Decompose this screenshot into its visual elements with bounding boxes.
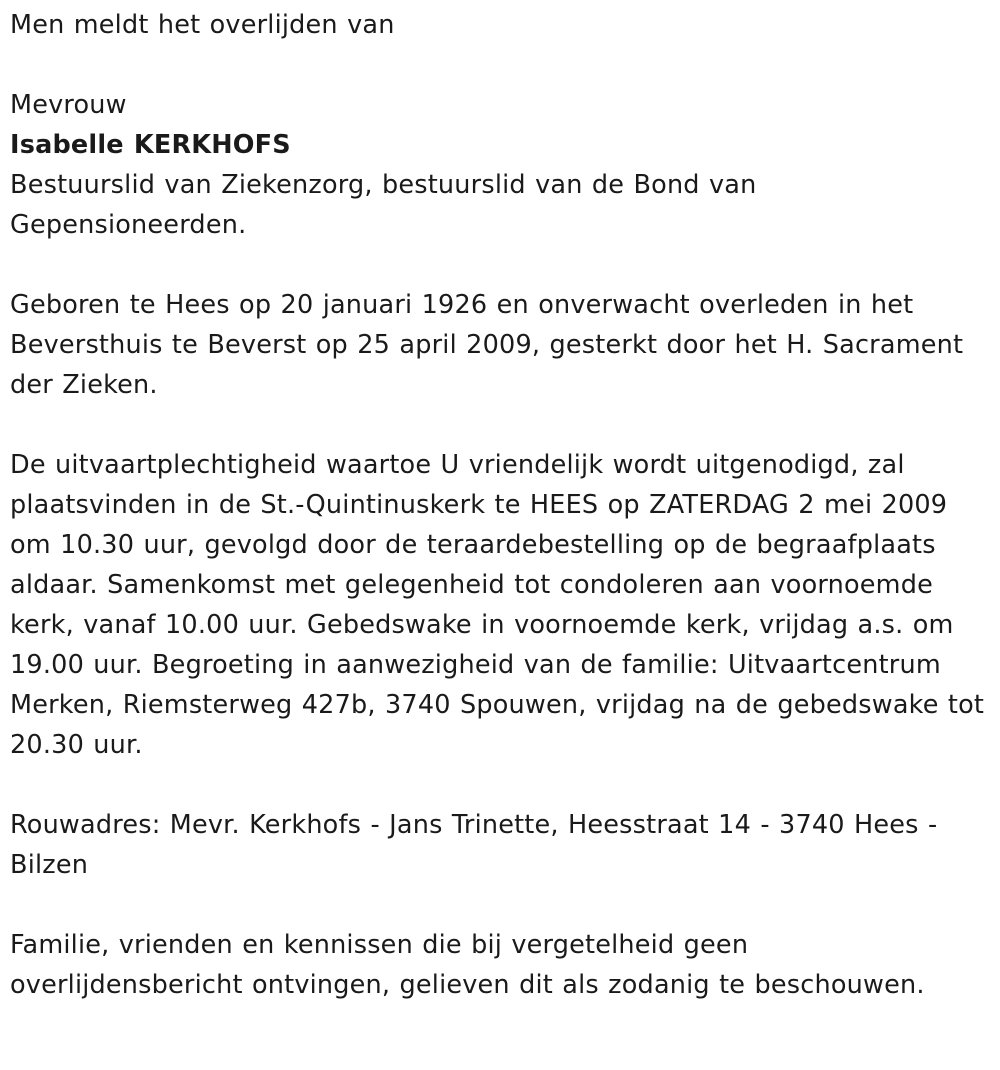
closing-line: overlijdensbericht ontvingen, gelieven dit als zodanig te beschouwen. — [10, 970, 925, 1000]
mourning-address-paragraph — [10, 805, 995, 885]
funeral-line: plaatsvinden in de St.-Quintinuskerk te HEES op ZATERDAG 2 mei 2009 — [10, 490, 948, 520]
intro-text — [10, 5, 995, 45]
closing-paragraph — [10, 925, 995, 1005]
closing-line: Familie, vrienden en kennissen die bij vergetelheid geen — [10, 930, 749, 960]
roles-paragraph — [10, 165, 995, 245]
roles-line: Gepensioneerden. — [10, 210, 247, 240]
funeral-line: De uitvaartplechtigheid waartoe U vriendelijk wordt uitgenodigd, zal — [10, 450, 905, 480]
funeral-line: om 10.30 uur, gevolgd door de teraardebestelling op de begraafplaats — [10, 530, 936, 560]
funeral-line: kerk, vanaf 10.00 uur. Gebedswake in voornoemde kerk, vrijdag a.s. om — [10, 610, 954, 640]
birth-death-paragraph — [10, 285, 995, 405]
intro-line: Men meldt het overlijden van — [10, 10, 395, 40]
deceased-name: Isabelle KERKHOFS — [10, 130, 291, 160]
funeral-line: 19.00 uur. Begroeting in aanwezigheid van de familie: Uitvaartcentrum — [10, 650, 941, 680]
birth-death-line: Beversthuis te Beverst op 25 april 2009, gesterkt door het H. Sacrament — [10, 330, 964, 360]
birth-death-line: der Zieken. — [10, 370, 158, 400]
mourning-address-line: Bilzen — [10, 850, 89, 880]
funeral-line: 20.30 uur. — [10, 730, 143, 760]
salutation: Mevrouw — [10, 90, 127, 120]
funeral-paragraph — [10, 445, 995, 765]
obituary-document — [10, 5, 995, 1045]
funeral-line: Merken, Riemsterweg 427b, 3740 Spouwen, vrijdag na de gebedswake tot — [10, 690, 985, 720]
funeral-line: aldaar. Samenkomst met gelegenheid tot condoleren aan voornoemde — [10, 570, 933, 600]
mourning-address-line: Rouwadres: Mevr. Kerkhofs - Jans Trinette, Heesstraat 14 - 3740 Hees - — [10, 810, 938, 840]
birth-death-line: Geboren te Hees op 20 januari 1926 en onverwacht overleden in het — [10, 290, 914, 320]
roles-line: Bestuurslid van Ziekenzorg, bestuurslid van de Bond van — [10, 170, 757, 200]
